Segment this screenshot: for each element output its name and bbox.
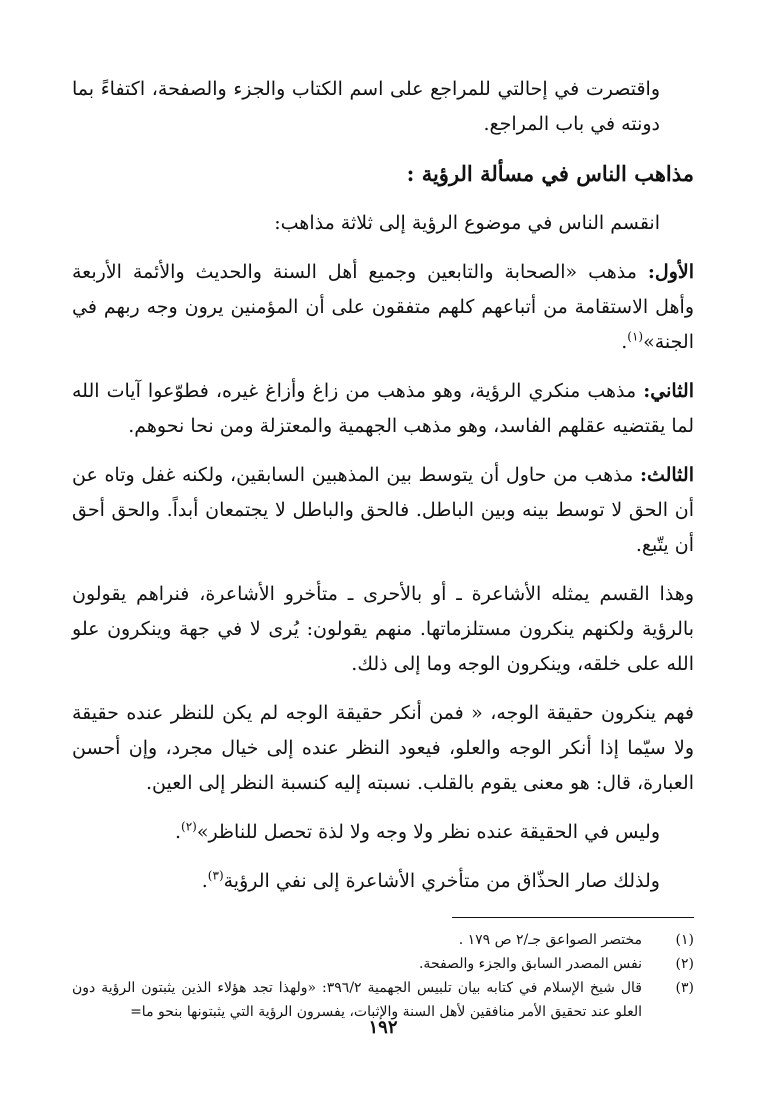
paragraph-reality: وليس في الحقيقة عنده نظر ولا وجه ولا لذة تحصل للناظر»$^{(٢)}$. [174,819,660,843]
first-text: مذهب «الصحابة والتابعين وجميع أهل السنة والحديث والأئمة الأربعة وأهل الاستقامة من أتباعهم كلهم متفقون على أن المؤمنين يرون وجه ربهم في الجنة» [72,261,694,353]
paragraph-division: انقسم الناس في موضوع الرؤية إلى ثلاثة مذاهب: [274,212,660,234]
paragraph-asharites: وهذا القسم يمثله الأشاعرة ـ أو بالأحرى ـ متأخرو الأشاعرة، فنراهم يقولون بالرؤية ولكنهم ينكرون مستلزماتها. منهم يقولون: يُرى لا في جهة وينكرون علو الله على خلقه، وينكرون الوجه وما إلى ذلك. [72,583,694,675]
paragraph-conclusion: ولذلك صار الحذّاق من متأخري الأشاعرة إلى نفي الرؤية$^{(٣)}$. [201,868,660,892]
paragraph-second-school [72,374,694,444]
footnote-number: (١) [675,932,694,948]
footnote-number: (٢) [675,956,694,972]
third-text: مذهب من حاول أن يتوسط بين المذهبين السابقين، ولكنه غفل وتاه عن أن الحق لا توسط بينه وبين الباطل. فالحق والباطل لا يجتمعان أبداً. والحق أحق أن يتّبع. [72,464,694,556]
footnote-1 [72,928,694,952]
third-label: الثالث: [639,464,694,486]
footnote-text: مختصر الصواعق جـ/٢ ص ١٧٩ . [458,932,642,948]
page-number: ١٩٢ [368,1017,398,1038]
paragraph-first-school: الأول: مذهب «الصحابة والتابعين وجميع أهل السنة والحديث والأئمة الأربعة وأهل الاستقامة من أتباعهم كلهم متفقون على أن المؤمنين يرون وجه ربهم في الجنة»$^{(١)}$. [72,261,694,353]
footnote-text: قال شيخ الإسلام في كتابه بيان تلبيس الجهمية ٣٩٦/٢: «ولهذا تجد هؤلاء الذين يثبتون الرؤية دون العلو عند تحقيق الأمر منافقين لأهل السنة والإثبات، يفسرون الرؤية التي يثبتونها بنحو ما= [72,980,642,1020]
second-label: الثاني: [643,380,694,402]
footnote-divider [452,917,694,918]
footnote-number: (٣) [675,980,694,996]
second-text: مذهب منكري الرؤية، وهو مذهب من زاغ وأزاغ غيره، فطوّعوا آيات الله لما يقتضيه عقلهم الفاسد، وهو مذهب الجهمية والمعتزلة ومن نحا نحوهم. [72,380,694,437]
paragraph-intro: واقتصرت في إحالتي للمراجع على اسم الكتاب والجزء والصفحة، اكتفاءً بما دونته في باب المراجع. [72,78,660,135]
footnote-2 [72,952,694,976]
conclusion-text: ولذلك صار الحذّاق من متأخري الأشاعرة إلى نفي الرؤية [223,870,660,892]
footnote-ref-1[interactable]: (١) [627,329,644,344]
first-label: الأول: [647,261,694,283]
footnote-ref-3[interactable]: (٣) [207,868,224,883]
section-heading: مذاهب الناس في مسألة الرؤية : [406,161,694,186]
paragraph-third-school [72,458,694,563]
paragraph-face: فهم ينكرون حقيقة الوجه، « فمن أنكر حقيقة الوجه لم يكن للنظر عنده حقيقة ولا سيّما إذا أنكر الوجه والعلو، فيعود النظر عنده إلى خيال مجرد، وإن أحسن العبارة، قال: هو معنى يقوم بالقلب. نسبته إليه كنسبة النظر إلى العين. [72,702,694,794]
footnote-text: نفس المصدر السابق والجزء والصفحة. [418,956,642,972]
page-body [72,72,694,1024]
reality-text: وليس في الحقيقة عنده نظر ولا وجه ولا لذة تحصل للناظر» [196,821,660,843]
footnote-ref-2[interactable]: (٢) [181,819,197,834]
